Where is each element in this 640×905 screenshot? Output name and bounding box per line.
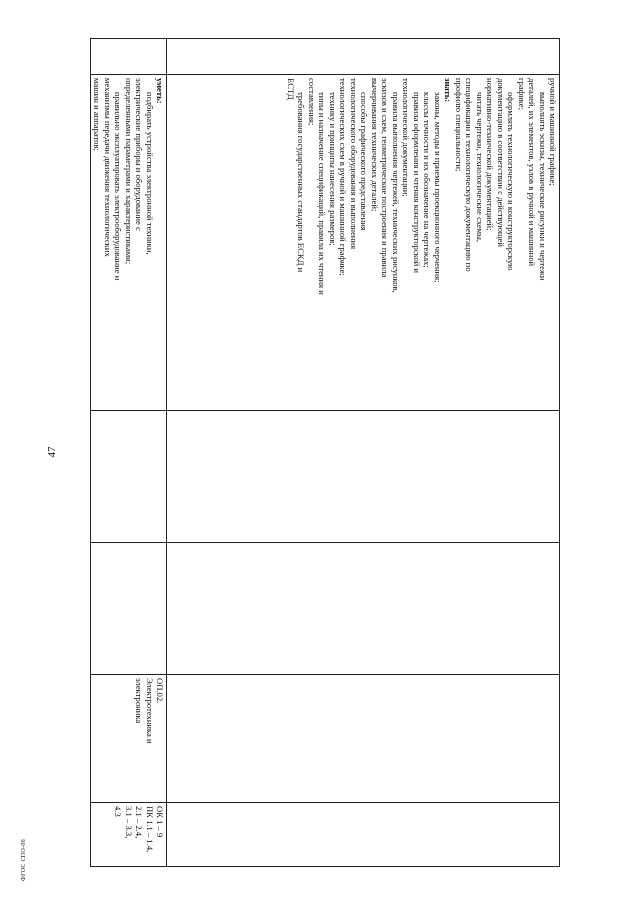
text-line: знать: bbox=[443, 78, 454, 103]
skills-knowledge-cell bbox=[90, 75, 166, 411]
text-line: ОК 1 – 9 bbox=[155, 806, 165, 838]
text-line: машин и аппаратов; bbox=[92, 78, 103, 151]
text-line: 3.1 – 3.3, bbox=[123, 806, 134, 839]
competence-cell bbox=[167, 803, 560, 867]
skills-knowledge-text bbox=[285, 78, 558, 407]
text-line: законы, методы и приемы проекционного черчения; bbox=[432, 92, 443, 283]
discipline-name bbox=[134, 678, 165, 799]
text-line: эскизов и схем, геометрические построения и правила bbox=[380, 78, 391, 278]
competence-table bbox=[90, 38, 560, 867]
text-line: спецификации и технологическую документацию по bbox=[464, 78, 475, 272]
table-row bbox=[90, 39, 166, 867]
skills-knowledge-cell bbox=[167, 75, 560, 411]
text-line: составления; bbox=[306, 78, 317, 126]
text-line: 4.3 bbox=[113, 806, 124, 817]
text-line: читать чертежи, технологические схемы, bbox=[474, 92, 485, 243]
text-line: технологической документации; bbox=[401, 78, 412, 197]
text-line: требования государственных стандартов ЕСКД и bbox=[296, 92, 307, 273]
text-line: выполнять эскизы, технические рисунки и чертежи bbox=[537, 92, 548, 281]
footer-code: ФГОС СПО-06 bbox=[21, 839, 27, 881]
text-line: электрические приборы и оборудование с bbox=[134, 78, 145, 231]
text-line: технологических схем в ручной и машинной графике; bbox=[338, 78, 349, 276]
text-line: типы и назначение спецификаций, правила их чтения и bbox=[317, 92, 328, 295]
text-line: электроника bbox=[134, 678, 145, 724]
page-number: 47 bbox=[46, 446, 58, 458]
text-line: деталей, их элементов, узлов в ручной и машинной bbox=[527, 78, 538, 267]
index-cell bbox=[90, 39, 166, 75]
competence-cell bbox=[90, 803, 166, 867]
competence-codes bbox=[113, 806, 165, 863]
text-line: ЕСТД bbox=[285, 78, 296, 100]
discipline-cell bbox=[167, 675, 560, 803]
text-line: уметь: bbox=[155, 78, 165, 104]
hours-class-cell bbox=[167, 543, 560, 675]
text-line: технику и принципы нанесения размеров; bbox=[327, 92, 338, 246]
text-line: 2.1 – 2.4, bbox=[134, 806, 145, 839]
rotated-table-container bbox=[92, 38, 560, 866]
hours-max-cell bbox=[90, 411, 166, 543]
text-line: документацию в соответствии с действующей bbox=[495, 78, 506, 247]
text-line: ручной и машинной графике; bbox=[548, 78, 558, 186]
text-line: ОП.02. bbox=[155, 678, 165, 704]
text-line: правильно эксплуатировать электрооборудование и bbox=[113, 92, 124, 281]
text-line: ПК 1.1 – 1.4, bbox=[144, 806, 155, 853]
text-line: подбирать устройства электронной техники, bbox=[144, 92, 155, 255]
hours-class-cell bbox=[90, 543, 166, 675]
text-line: правила оформления и чтения конструкторской и bbox=[411, 92, 422, 274]
text-line: оформлять технологическую и конструкторскую bbox=[506, 92, 517, 271]
discipline-cell bbox=[90, 675, 166, 803]
text-line: технологического оборудования и выполнения bbox=[348, 78, 359, 250]
text-line: нормативно-технической документацией; bbox=[485, 78, 496, 231]
text-line: определенными параметрами и характеристиками; bbox=[123, 78, 134, 265]
text-line: механизмы передачи движения технологических bbox=[102, 78, 113, 257]
text-line: правила выполнения чертежей, технических рисунков, bbox=[390, 92, 401, 293]
text-line: вычерчивания технических деталей; bbox=[369, 78, 380, 212]
text-line: графике; bbox=[516, 78, 527, 110]
index-cell bbox=[167, 39, 560, 75]
text-line: Электротехника и bbox=[144, 678, 155, 744]
text-line: классы точности и их обозначение на чертежах; bbox=[422, 92, 433, 268]
skills-knowledge-text bbox=[92, 78, 165, 407]
table-row bbox=[167, 39, 560, 867]
text-line: способы графического представления bbox=[359, 92, 370, 231]
text-line: профилю специальности; bbox=[453, 78, 464, 172]
hours-max-cell bbox=[167, 411, 560, 543]
